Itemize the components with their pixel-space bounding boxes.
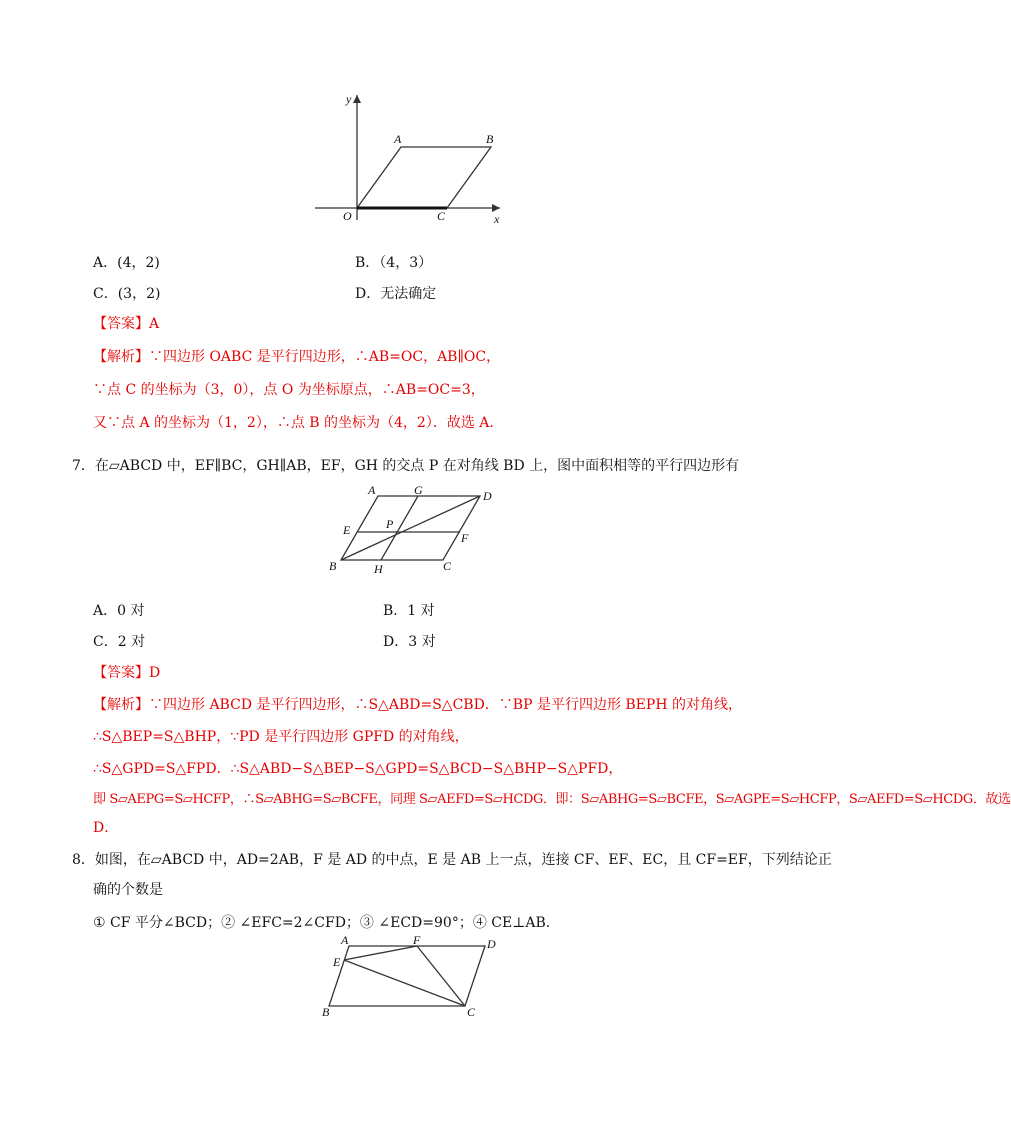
y-axis-arrow-icon xyxy=(353,95,361,103)
label-b: B xyxy=(322,1005,330,1019)
label-o: O xyxy=(343,209,352,223)
label-e: E xyxy=(333,955,341,969)
q7-analysis-line-1: 【解析】∵四边形 ABCD 是平行四边形，∴S△ABD=S△CBD．∵BP 是平行四边形 BEPH 的对角线， xyxy=(93,697,742,713)
figure-coordinate-parallelogram xyxy=(300,85,520,230)
q8-stem-line-1: 8．如图，在▱ABCD 中，AD=2AB，F 是 AD 的中点，E 是 AB 上一点，连接 CF、EF、EC，且 CF=EF，下列结论正 xyxy=(72,852,832,868)
q6-option-c: C．(3，2) xyxy=(93,286,161,302)
q7-analysis-line-5: D． xyxy=(93,820,119,836)
parallelogram-oabc xyxy=(357,147,491,208)
q6-answer: 【答案】A xyxy=(93,316,160,332)
q7-option-a: A．0 对 xyxy=(93,603,145,619)
q7-analysis-line-4: 即 S▱AEPG=S▱HCFP，∴S▱ABHG=S▱BCFE，同理 S▱AEFD=S▱HCDG．即：S▱ABHG=S▱BCFE，S▱AGPE=S▱HCFP，S▱AEFD=S▱HCDG．故选 xyxy=(93,792,1011,807)
label-d: D xyxy=(483,489,492,503)
q7-option-b: B．1 对 xyxy=(383,603,435,619)
label-a: A xyxy=(368,483,376,497)
label-h: H xyxy=(374,562,383,576)
label-p: P xyxy=(386,517,394,531)
label-c: C xyxy=(443,559,452,573)
label-f: F xyxy=(461,531,469,545)
q7-option-c: C．2 对 xyxy=(93,634,146,650)
q6-option-a: A．(4，2) xyxy=(93,255,160,271)
q6-option-d: D．无法确定 xyxy=(355,286,437,302)
label-b: B xyxy=(329,559,337,573)
q7-stem: 7．在▱ABCD 中，EF∥BC，GH∥AB，EF，GH 的交点 P 在对角线 BD 上，图中面积相等的平行四边形有 xyxy=(72,458,740,474)
label-x: x xyxy=(494,212,500,226)
label-g: G xyxy=(414,483,423,497)
x-axis-arrow-icon xyxy=(492,204,500,212)
q8-conditions: ① CF 平分∠BCD；② ∠EFC=2∠CFD；③ ∠ECD=90°；④ CE⊥AB． xyxy=(93,915,560,931)
parallelogram-abcd xyxy=(329,946,485,1006)
q6-analysis-line-2: ∵点 C 的坐标为（3，0），点 O 为坐标原点，∴AB=OC=3， xyxy=(93,382,485,398)
q7-analysis-line-2: ∴S△BEP=S△BHP，∵PD 是平行四边形 GPFD 的对角线， xyxy=(93,729,469,745)
diagonal-bd xyxy=(341,496,480,560)
label-y: y xyxy=(346,92,352,106)
q6-option-b: B．（4，3） xyxy=(355,255,433,271)
label-d: D xyxy=(487,937,496,951)
label-a: A xyxy=(341,933,349,947)
label-b: B xyxy=(486,132,494,146)
segment-ef xyxy=(344,946,417,960)
label-f: F xyxy=(413,933,421,947)
q8-stem-line-2: 确的个数是 xyxy=(93,882,163,898)
figure-q8-parallelogram xyxy=(316,934,506,1024)
q7-answer: 【答案】D xyxy=(93,665,161,681)
q6-analysis-line-1: 【解析】∵四边形 OABC 是平行四边形，∴AB=OC，AB∥OC， xyxy=(93,349,501,365)
q6-analysis-line-3: 又∵点 A 的坐标为（1，2），∴点 B 的坐标为（4，2）．故选 A． xyxy=(93,415,504,431)
label-c: C xyxy=(467,1005,476,1019)
figure-q7-parallelogram xyxy=(320,480,510,580)
q7-option-d: D．3 对 xyxy=(383,634,436,650)
label-c: C xyxy=(437,209,446,223)
q7-analysis-line-3: ∴S△GPD=S△FPD．∴S△ABD−S△BEP−S△GPD=S△BCD−S△BHP−S△PFD， xyxy=(93,761,623,777)
label-a: A xyxy=(394,132,402,146)
label-e: E xyxy=(343,523,351,537)
